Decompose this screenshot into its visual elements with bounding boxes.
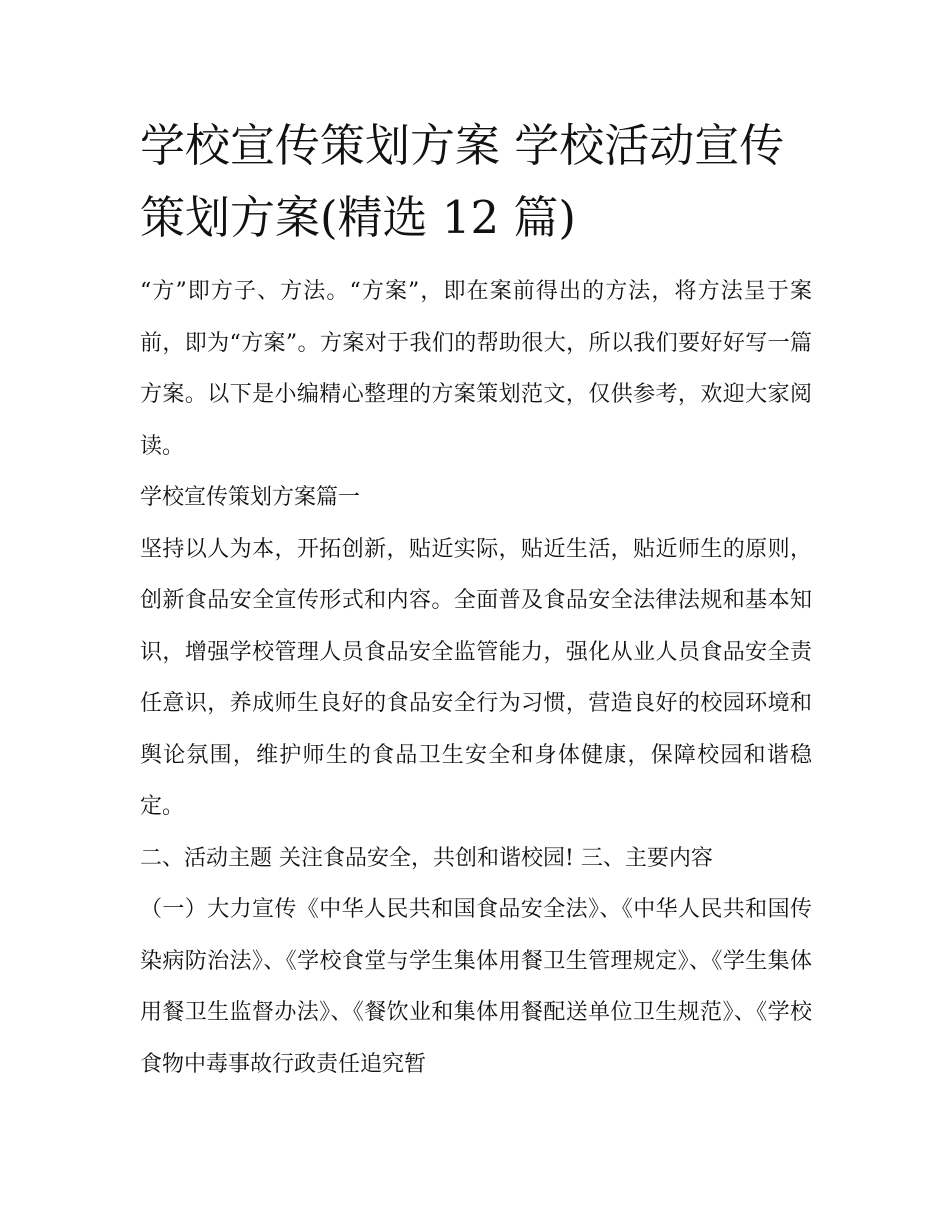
- document-title: 学校宣传策划方案 学校活动宣传策划方案(精选 12 篇): [140, 119, 785, 244]
- content-paragraph: （一）大力宣传《中华人民共和国食品安全法》、《中华人民共和国传染病防治法》、《学校食堂与学生集体用餐卫生管理规定》、《学生集体用餐卫生监督办法》、《餐饮业和集体用餐配送单位卫生规范》、《学校食物中毒事故行政责任追究暂: [140, 897, 812, 1077]
- body-paragraph: 坚持以人为本，开拓创新，贴近实际，贴近生活，贴近师生的原则，创新食品安全宣传形式和内容。全面普及食品安全法律法规和基本知识，增强学校管理人员食品安全监管能力，强化从业人员食品安全责任意识，养成师生良好的食品安全行为习惯，营造良好的校园环境和舆论氛围，维护师生的食品卫生安全和身体健康，保障校园和谐稳定。: [140, 536, 812, 819]
- section-heading: 学校宣传策划方案篇一: [140, 485, 361, 510]
- document-page: [140, 110, 812, 1090]
- activity-theme-line: 二、活动主题 关注食品安全，共创和谐校园! 三、主要内容: [140, 845, 713, 871]
- intro-paragraph: “方”即方子、方法。“方案”，即在案前得出的方法，将方法呈于案前，即为“方案”。方案对于我们的帮助很大，所以我们要好好写一篇方案。以下是小编精心整理的方案策划范文，仅供参考，欢迎大家阅读。: [140, 279, 812, 459]
